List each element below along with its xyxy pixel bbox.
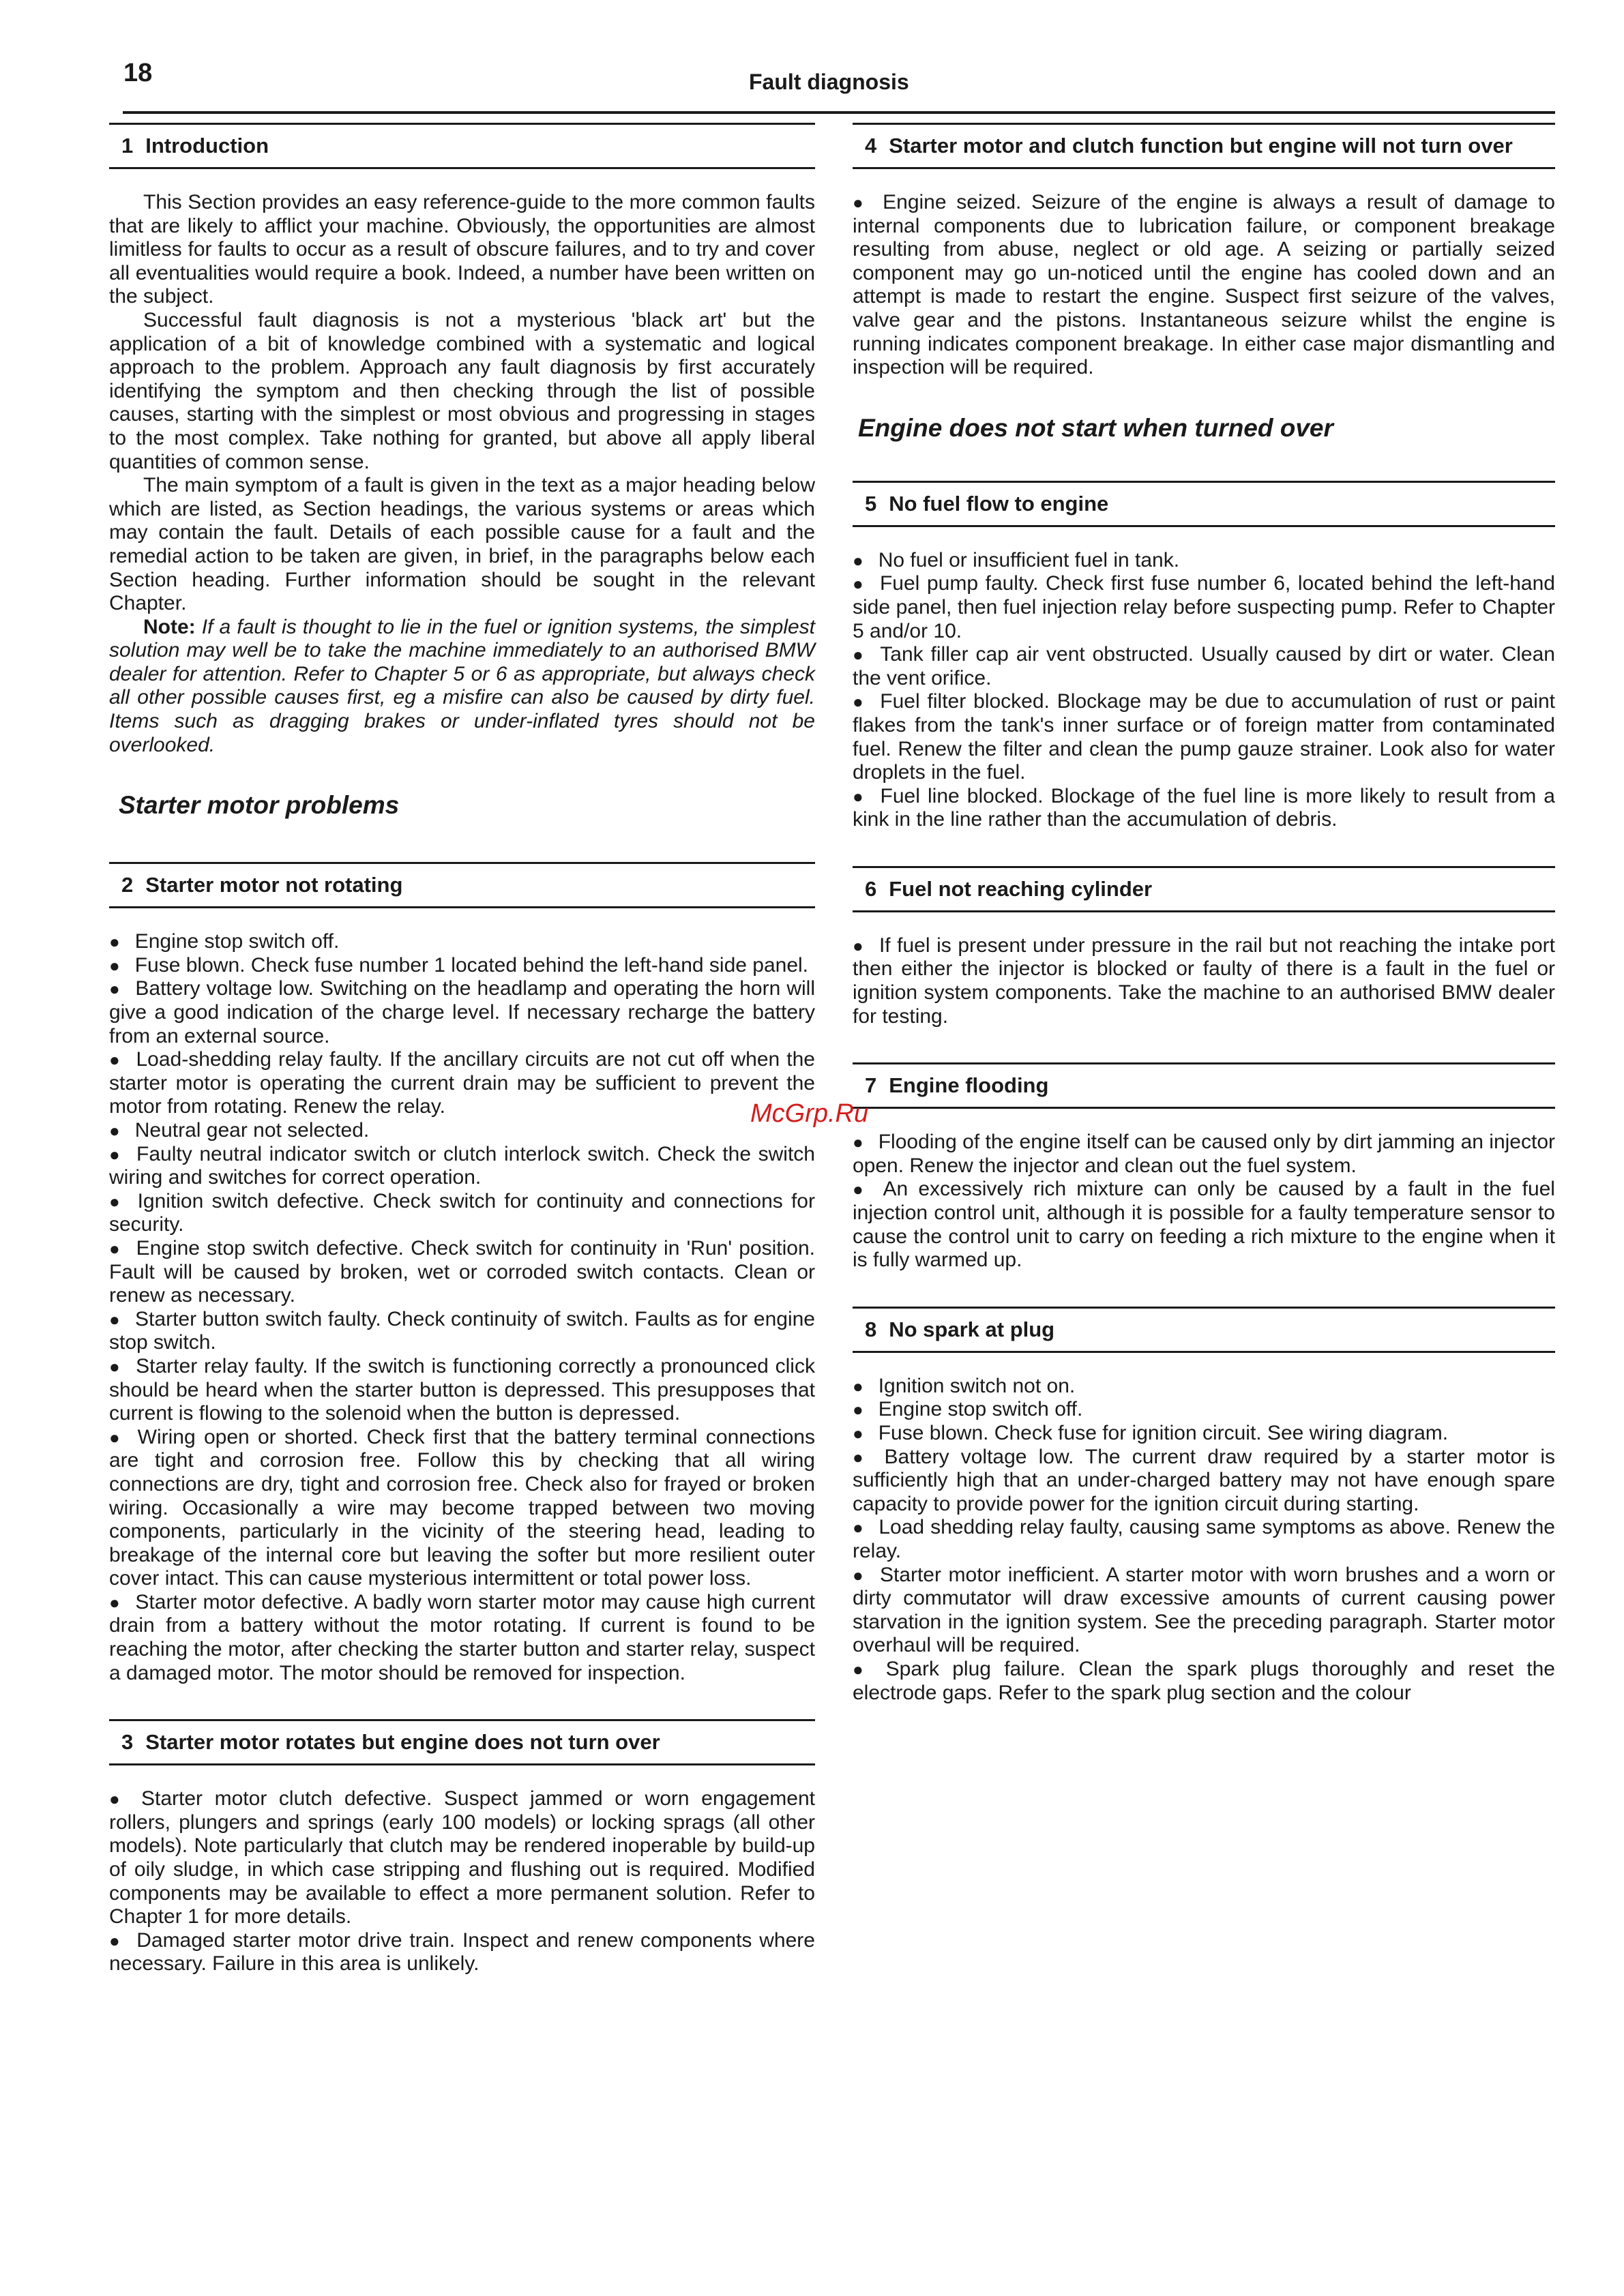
list-item: ● Ignition switch not on. bbox=[853, 1375, 1555, 1399]
list-item: ● Fuel filter blocked. Blockage may be due to accumulation of rust or paint flakes from the tank's inner surface or of foreign matter from contaminated fuel. Renew the filter and clean the pump gauze strainer. Look also for water droplets in the fuel. bbox=[853, 690, 1555, 784]
list-item: ● Load shedding relay faulty, causing same symptoms as above. Renew the relay. bbox=[853, 1516, 1555, 1563]
header-rule bbox=[123, 111, 1555, 114]
section-number: 6 bbox=[865, 876, 877, 901]
section-heading bbox=[853, 481, 1555, 527]
section-introduction bbox=[109, 123, 815, 757]
section-starter-not-rotating bbox=[109, 862, 815, 1685]
section-starter-rotates-no-turn bbox=[109, 1719, 815, 1976]
section-title: Starter motor and clutch function but engine will not turn over bbox=[889, 134, 1513, 158]
section-heading bbox=[853, 866, 1555, 912]
group-heading-engine-no-start: Engine does not start when turned over bbox=[858, 413, 1333, 442]
section-no-spark bbox=[853, 1307, 1555, 1705]
section-engine-flooding bbox=[853, 1062, 1555, 1272]
section-heading bbox=[853, 123, 1555, 169]
list-item: ● Spark plug failure. Clean the spark plugs thoroughly and reset the electrode gaps. Refer to the spark plug section and the colour bbox=[853, 1658, 1555, 1705]
section-title: Fuel not reaching cylinder bbox=[889, 876, 1153, 901]
list-item: ● Engine stop switch off. bbox=[853, 1398, 1555, 1422]
section-heading bbox=[853, 1062, 1555, 1109]
section-title: No fuel flow to engine bbox=[889, 491, 1109, 516]
section-number: 2 bbox=[121, 873, 134, 897]
list-item: ● Fuel line blocked. Blockage of the fuel line is more likely to result from a kink in the line rather than the accumulation of debris. bbox=[853, 785, 1555, 832]
section-number: 7 bbox=[865, 1073, 877, 1098]
list-item: ● No fuel or insufficient fuel in tank. bbox=[853, 549, 1555, 573]
list-item: ● Neutral gear not selected. bbox=[109, 1119, 815, 1143]
paragraph: Successful fault diagnosis is not a mysterious 'black art' but the application of a bit of knowledge combined with a systematic and logical approach to the problem. Approach any fault diagnosis by first accurately identifying the symptom and then checking through the list of possible causes, starting with the simplest or most obvious and progressing in stages to the most complex. Take nothing for granted, but above all apply liberal quantities of common sense. bbox=[109, 308, 815, 473]
list-item: ● Fuse blown. Check fuse for ignition circuit. See wiring diagram. bbox=[853, 1422, 1555, 1446]
list-item: ● Fuel pump faulty. Check first fuse number 6, located behind the left-hand side panel, then fuel injection relay before suspecting pump. Refer to Chapter 5 and/or 10. bbox=[853, 572, 1555, 643]
section-title: No spark at plug bbox=[889, 1317, 1055, 1341]
section-number: 8 bbox=[865, 1317, 877, 1341]
watermark: McGrp.Ru bbox=[750, 1099, 869, 1128]
section-fuel-not-reaching-cylinder bbox=[853, 866, 1555, 1028]
list-item: ● Tank filler cap air vent obstructed. Usually caused by dirt or water. Clean the vent orifice. bbox=[853, 643, 1555, 690]
section-title: Introduction bbox=[145, 134, 269, 158]
group-heading-starter: Starter motor problems bbox=[119, 791, 400, 820]
section-heading bbox=[109, 862, 815, 908]
section-heading bbox=[853, 1307, 1555, 1353]
section-number: 4 bbox=[865, 134, 877, 158]
section-heading bbox=[109, 1719, 815, 1765]
list-item: ● Damaged starter motor drive train. Inspect and renew components where necessary. Failure in this area is unlikely. bbox=[109, 1929, 815, 1976]
list-item: ● Load-shedding relay faulty. If the ancillary circuits are not cut off when the starter motor is operating the current drain may be sufficient to prevent the motor from rotating. Renew the relay. bbox=[109, 1048, 815, 1119]
list-item: ● Starter motor inefficient. A starter motor with worn brushes and a worn or dirty commutator will draw excessive amounts of current causing power starvation in the ignition system. See the preceding paragraph. Starter motor overhaul will be required. bbox=[853, 1564, 1555, 1658]
list-item: ● Engine stop switch off. bbox=[109, 930, 815, 954]
list-item: ● Flooding of the engine itself can be caused only by dirt jamming an injector open. Renew the injector and clean out the fuel system. bbox=[853, 1131, 1555, 1178]
list-item: ● Battery voltage low. Switching on the headlamp and operating the horn will give a good indication of the charge level. If necessary recharge the battery from an external source. bbox=[109, 977, 815, 1048]
section-number: 5 bbox=[865, 491, 877, 516]
list-item: ● Battery voltage low. The current draw required by a starter motor is sufficiently high that an under-charged battery may not have enough spare capacity to provide power for the ignition circuit during starting. bbox=[853, 1446, 1555, 1517]
list-item: ● Faulty neutral indicator switch or clutch interlock switch. Check the switch wiring and switches for correct operation. bbox=[109, 1143, 815, 1190]
section-title: Engine flooding bbox=[889, 1073, 1049, 1098]
section-engine-will-not-turn bbox=[853, 123, 1555, 380]
section-title: Starter motor not rotating bbox=[145, 873, 403, 897]
section-heading bbox=[109, 123, 815, 169]
section-no-fuel-flow bbox=[853, 481, 1555, 832]
note-text: If a fault is thought to lie in the fuel or ignition systems, the simplest solution may well be to take the machine immediately to an authorised BMW dealer for attention. Refer to Chapter 5 or 6 as appropriate, but always check all other possible causes first, eg a misfire can also be caused by dirty fuel. Items such as dragging brakes or under-inflated tyres should not be overlooked. bbox=[109, 615, 816, 756]
paragraph: The main symptom of a fault is given in the text as a major heading below which are listed, as Section headings, the various systems or areas which may contain the fault. Details of each possible cause for a fault and the remedial action to be taken are given, in brief, in the paragraphs below each Section heading. Further information should be sought in the relevant Chapter. bbox=[109, 474, 815, 615]
running-title: Fault diagnosis bbox=[749, 70, 909, 94]
right-column bbox=[853, 123, 1555, 1739]
note-label: Note: bbox=[143, 615, 196, 638]
list-item: ● Wiring open or shorted. Check first that the battery terminal connections are tight and corrosion free. Follow this by checking that all wiring connections are dry, tight and corrosion free. Check also for frayed or broken wiring. Occasionally a wire may become trapped between two moving components, particularly in the vicinity of the steering head, leading to breakage of the internal core but leaving the softer but more resilient outer cover intact. This can cause mysterious intermittent or total power loss. bbox=[109, 1426, 815, 1591]
left-column bbox=[109, 123, 815, 2010]
list-item: ● Engine stop switch defective. Check switch for continuity in 'Run' position. Fault will be caused by broken, wet or corroded switch contacts. Clean or renew as necessary. bbox=[109, 1237, 815, 1308]
list-item: ● Fuse blown. Check fuse number 1 located behind the left-hand side panel. bbox=[109, 954, 815, 978]
paragraph: This Section provides an easy reference-guide to the more common faults that are likely to afflict your machine. Obviously, the opportunities are almost limitless for faults to occur as a result of obscure failures, and to try and cover all eventualities would require a book. Indeed, a number have been written on the subject. bbox=[109, 191, 815, 308]
section-number: 1 bbox=[121, 134, 134, 158]
page-number: 18 bbox=[123, 59, 153, 87]
list-item: ● Starter motor clutch defective. Suspect jammed or worn engagement rollers, plungers and springs (early 100 models) or locking sprags (all other models). Note particularly that clutch may be rendered inoperable by build-up of oily sludge, in which case stripping and flushing out is required. Modified components may be available to effect a more permanent solution. Refer to Chapter 1 for more details. bbox=[109, 1787, 815, 1929]
section-number: 3 bbox=[121, 1730, 134, 1755]
note-paragraph bbox=[109, 616, 815, 758]
section-title: Starter motor rotates but engine does not turn over bbox=[145, 1730, 660, 1755]
list-item: ● Ignition switch defective. Check switch for continuity and connections for security. bbox=[109, 1190, 815, 1237]
list-item: ● If fuel is present under pressure in the rail but not reaching the intake port then either the injector is blocked or faulty of there is a fault in the fuel or ignition system components. Take the machine to an authorised BMW dealer for testing. bbox=[853, 934, 1555, 1028]
list-item: ● Starter motor defective. A badly worn starter motor may cause high current drain from a battery without the motor rotating. If current is found to be reaching the motor, after checking the starter button and starter relay, suspect a damaged motor. The motor should be removed for inspection. bbox=[109, 1591, 815, 1685]
list-item: ● Starter button switch faulty. Check continuity of switch. Faults as for engine stop switch. bbox=[109, 1308, 815, 1355]
list-item: ● An excessively rich mixture can only be caused by a fault in the fuel injection control unit, although it is possible for a faulty temperature sensor to cause the control unit to carry on feeding a rich mixture to the engine when it is fully warmed up. bbox=[853, 1178, 1555, 1272]
list-item: ● Engine seized. Seizure of the engine is always a result of damage to internal components due to lubrication failure, or component breakage resulting from abuse, neglect or old age. A seizing or partially seized component may go un-noticed until the engine has cooled down and an attempt is made to restart the engine. Suspect first seizure of the valves, valve gear and the pistons. Instantaneous seizure whilst the engine is running indicates component breakage. In either case major dismantling and inspection will be required. bbox=[853, 191, 1555, 380]
list-item: ● Starter relay faulty. If the switch is functioning correctly a pronounced click should be heard when the starter button is depressed. This presupposes that current is flowing to the solenoid when the button is depressed. bbox=[109, 1355, 815, 1426]
